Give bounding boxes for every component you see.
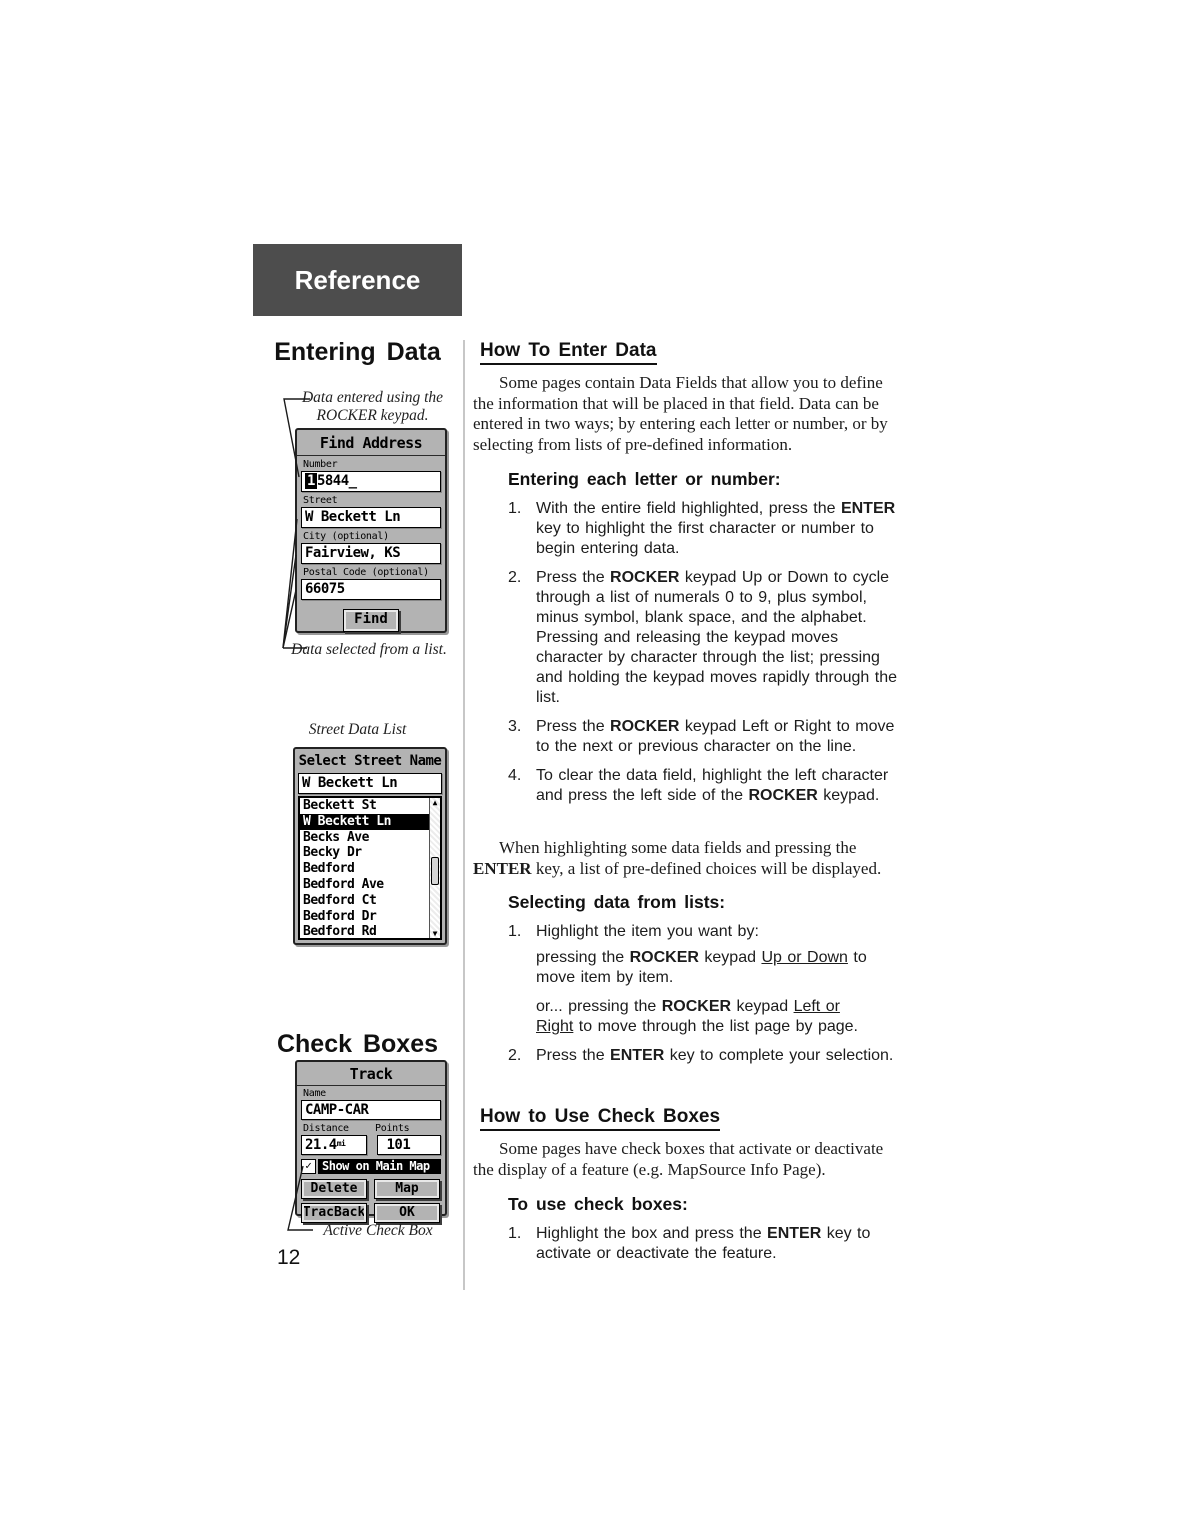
step-continuation: pressing the ROCKER keypad Up or Down to move item by item. <box>536 949 867 986</box>
street-field: W Beckett Ln <box>301 507 441 528</box>
step-number: 2. <box>508 569 522 586</box>
step-text: Highlight the box and press the ENTER key to activate or deactivate the feature. <box>536 1225 871 1262</box>
points-label: Points <box>375 1123 410 1134</box>
street-list-item: Bedford Ave <box>303 876 384 892</box>
entering-each-letter-subheading: Entering each letter or number: <box>508 469 781 489</box>
step-number: 1. <box>508 923 522 940</box>
callout-caption-top-line2: ROCKER keypad. <box>316 407 429 424</box>
street-list-item: Bedford Rd <box>303 924 377 940</box>
step-text: Press the ENTER key to complete your selection. <box>536 1047 894 1064</box>
to-use-check-boxes-subheading: To use check boxes: <box>508 1194 688 1214</box>
street-list-item: Bedford Dr <box>303 908 377 924</box>
callout-caption-bottom: Data selected from a list. <box>291 641 447 658</box>
street-list-item: Bedford <box>303 861 355 877</box>
distance-unit: mi <box>336 1139 346 1148</box>
how-to-use-check-boxes-heading: How to Use Check Boxes <box>480 1106 720 1131</box>
title-divider-line <box>297 455 445 456</box>
street-list-item: Beckett St <box>303 798 377 813</box>
scrollbar <box>429 798 440 938</box>
street-list-item: Becky Dr <box>303 845 362 861</box>
numbered-step <box>508 1224 899 1264</box>
street-list-item: Becks Ave <box>303 829 369 845</box>
tracback-button: TracBack <box>301 1203 367 1223</box>
street-list-item-selected: W Beckett Ln <box>300 814 430 830</box>
step-number: 3. <box>508 718 522 735</box>
step-text: To clear the data field, highlight the left character and press the left side of the ROCKER keypad. <box>536 767 889 804</box>
scroll-down-icon: ▼ <box>432 929 438 938</box>
postal-code-field: 66075 <box>301 579 441 600</box>
highlighted-character: 1 <box>307 473 315 489</box>
numbered-step <box>508 717 899 757</box>
numbered-step <box>508 766 899 806</box>
street-list <box>298 796 442 940</box>
number-field-value: 5844_ <box>316 473 357 489</box>
how-to-enter-data-heading: How To Enter Data <box>480 340 657 365</box>
step-text: Press the ROCKER keypad Up or Down to cycle through a list of numerals 0 to 9, plus symbol, minus symbol, blank space, and the alphabet. Pressing and releasing the keypad moves character by character through the list; pressing and holding the keypad moves rapidly through the list. <box>536 569 898 706</box>
pre-defined-choices-paragraph: When highlighting some data fields and pressing the ENTER key, a list of pre-defined choices will be displayed. <box>473 838 882 878</box>
step-number: 1. <box>508 1225 522 1242</box>
street-list-item: Bedford Ct <box>303 892 377 908</box>
number-label: Number <box>303 459 338 470</box>
find-address-screen <box>295 428 447 633</box>
callout-caption-top <box>290 389 455 425</box>
active-check-box-caption: Active Check Box <box>323 1222 433 1239</box>
points-field: 101 <box>377 1135 441 1155</box>
step-number: 1. <box>508 500 522 517</box>
numbered-step <box>508 499 899 559</box>
selecting-data-subheading: Selecting data from lists: <box>508 892 726 912</box>
track-screen <box>295 1060 447 1220</box>
show-on-main-map-checkbox-row <box>301 1159 441 1174</box>
step-text: Press the ROCKER keypad Left or Right to move to the next or previous character on the line. <box>536 718 895 755</box>
step-number: 4. <box>508 767 522 784</box>
number-field <box>301 471 441 492</box>
check-boxes-paragraph: Some pages have check boxes that activate or deactivate the display of a feature (e.g. MapSource Info Page). <box>473 1139 884 1179</box>
city-field: Fairview, KS <box>301 543 441 564</box>
title-divider-line <box>297 1085 445 1086</box>
checkbox-check-icon: ✓ <box>301 1159 316 1174</box>
entering-data-heading: Entering Data <box>274 338 441 366</box>
scrollbar-thumb <box>431 857 439 885</box>
distance-label: Distance <box>303 1123 349 1134</box>
name-field: CAMP-CAR <box>301 1100 441 1120</box>
distance-field <box>301 1135 367 1155</box>
enter-data-paragraph: Some pages contain Data Fields that allow you to define the information that will be placed in that field. Data can be entered in two ways; by entering each letter or number, or by selecting from lists of pre-defined information. <box>473 373 888 454</box>
distance-value: 21.4 <box>305 1137 337 1153</box>
select-street-screen <box>293 747 447 945</box>
page-number: 12 <box>277 1246 301 1269</box>
select-street-title: Select Street Name <box>298 753 442 769</box>
postal-code-label: Postal Code (optional) <box>303 567 429 578</box>
numbered-step <box>508 1046 899 1066</box>
step-number: 2. <box>508 1047 522 1064</box>
street-name-field: W Beckett Ln <box>298 773 442 794</box>
find-address-title: Find Address <box>319 434 423 452</box>
street-data-list-caption: Street Data List <box>308 721 407 738</box>
instructions-column <box>473 340 899 1264</box>
step-text: Highlight the item you want by: <box>536 923 759 940</box>
delete-button: Delete <box>301 1179 367 1199</box>
ok-button: OK <box>374 1203 440 1223</box>
track-title: Track <box>349 1065 393 1083</box>
street-label: Street <box>303 495 338 506</box>
map-button: Map <box>374 1179 440 1199</box>
find-button: Find <box>343 609 399 632</box>
city-label: City (optional) <box>303 531 389 542</box>
section-banner-label: Reference <box>294 264 421 295</box>
step-text: With the entire field highlighted, press the ENTER key to highlight the first character or number to begin entering data. <box>536 500 896 557</box>
column-divider <box>463 340 465 1290</box>
step-continuation: or... pressing the ROCKER keypad Left or Right to move through the list page by page. <box>536 998 858 1035</box>
section-banner <box>253 244 462 316</box>
numbered-step <box>508 922 899 942</box>
check-boxes-heading: Check Boxes <box>276 1030 439 1058</box>
numbered-step <box>508 568 899 708</box>
callout-caption-top-line1: Data entered using the <box>301 389 444 406</box>
name-label: Name <box>303 1088 326 1099</box>
checkbox-label: Show on Main Map <box>318 1159 441 1174</box>
scroll-up-icon: ▲ <box>432 798 438 807</box>
